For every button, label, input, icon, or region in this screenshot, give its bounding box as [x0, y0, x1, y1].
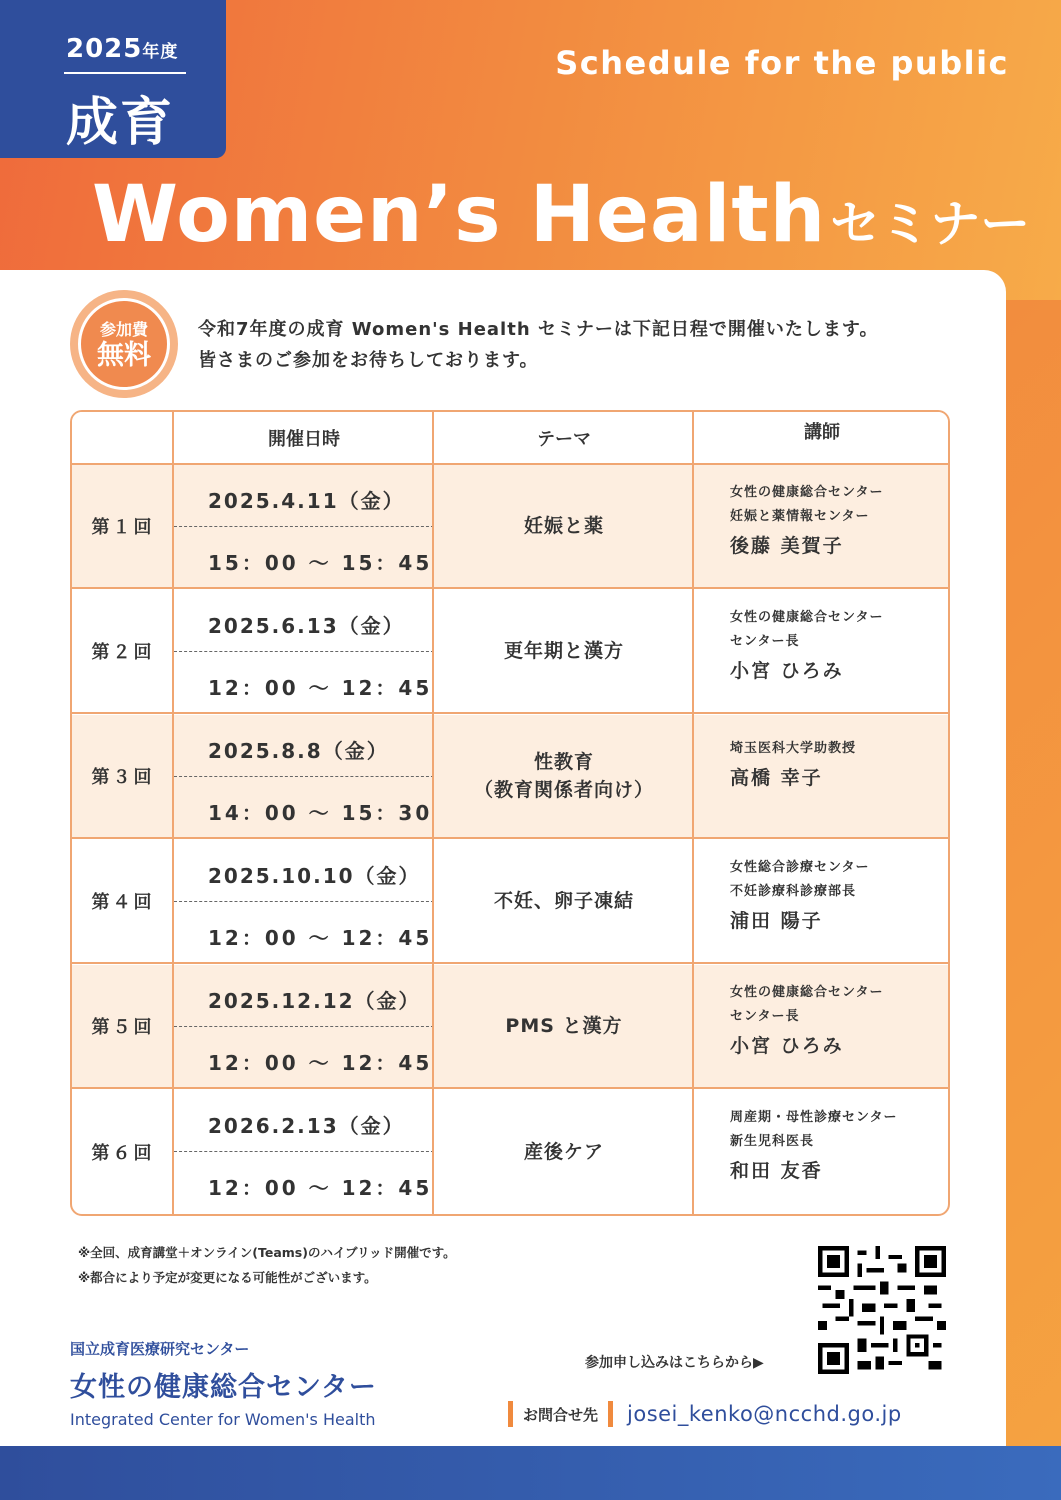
session-theme: 性教育 （教育関係者向け） [473, 751, 654, 801]
lecturer-org: 周産期・母性診療センター [730, 1110, 898, 1125]
session-number: 第３回 [91, 767, 155, 788]
table-header [72, 412, 948, 465]
lecturer-role: センター長 [730, 1009, 800, 1024]
footer-bar [0, 1446, 1061, 1500]
lecturer-cell [730, 481, 940, 558]
session-date: 2025.12.12（金） [208, 989, 421, 1013]
center-name-en: Integrated Center for Women's Health [70, 1410, 376, 1429]
session-number: 第４回 [91, 892, 155, 913]
center-name: 女性の健康総合センター [70, 1372, 377, 1403]
date-cell [174, 1090, 434, 1214]
session-theme: 産後ケア [523, 1141, 604, 1163]
parent-org: 国立成育医療研究センター [70, 1340, 250, 1358]
session-theme: 不妊、卵子凍結 [493, 890, 634, 912]
header-date: 開催日時 [268, 428, 340, 450]
session-time: 15：00 ～ 15：45 [208, 551, 433, 575]
lecturer-role: 不妊診療科診療部長 [730, 884, 857, 899]
lecturer-role: 新生児科医長 [730, 1134, 815, 1149]
session-number: 第１回 [91, 517, 155, 538]
session-number: 第６回 [91, 1143, 155, 1164]
free-badge: 参加費 無料 [70, 290, 178, 398]
schedule-label: Schedule for the public [555, 44, 1009, 82]
year-badge [0, 0, 226, 158]
header-theme: テーマ [537, 428, 591, 450]
year-label: 2025年度 [66, 34, 179, 64]
lecturer-name: 和田 友香 [730, 1160, 823, 1182]
lecturer-cell [730, 856, 940, 933]
lecturer-cell [730, 737, 940, 790]
session-time: 12：00 ～ 12：45 [208, 1176, 433, 1200]
session-time: 12：00 ～ 12：45 [208, 676, 433, 700]
lecturer-name: 後藤 美賀子 [730, 535, 844, 557]
date-cell [174, 465, 434, 587]
session-date: 2025.10.10（金） [208, 864, 421, 888]
session-date: 2025.8.8（金） [208, 739, 389, 763]
lecturer-role: センター長 [730, 634, 800, 649]
lecturer-name: 高橋 幸子 [730, 767, 823, 789]
session-time: 12：00 ～ 12：45 [208, 1051, 433, 1075]
contact-row [508, 1400, 902, 1428]
session-theme: 更年期と漢方 [503, 640, 624, 662]
date-cell [174, 590, 434, 712]
lecturer-org: 埼玉医科大学助教授 [730, 741, 857, 756]
intro-text: 令和7年度の成育 Women's Health セミナーは下記日程で開催いたします。 皆さまのご参加をお待ちしております。 [198, 319, 879, 371]
session-time: 12：00 ～ 12：45 [208, 926, 433, 950]
notes: ※全回、成育講堂＋オンライン(Teams)のハイブリッド開催です。 ※都合により予定が変更になる可能性がございます。 [78, 1245, 456, 1285]
brand-label: 成育 [66, 93, 175, 153]
contact-label: お問合せ先 [523, 1405, 599, 1424]
table-row [72, 965, 948, 1089]
lecturer-org: 女性総合診療センター [730, 860, 870, 875]
page-title [92, 170, 1030, 260]
date-cell [174, 965, 434, 1087]
table-row [72, 840, 948, 964]
session-number: 第５回 [91, 1017, 155, 1038]
lecturer-cell [730, 981, 940, 1058]
session-number: 第２回 [91, 642, 155, 663]
lecturer-role: 妊娠と薬情報センター [730, 509, 870, 524]
lecturer-name: 小宮 ひろみ [730, 660, 844, 682]
session-date: 2025.6.13（金） [208, 614, 405, 638]
date-cell [174, 840, 434, 962]
year-divider [64, 72, 186, 74]
table-row [72, 590, 948, 714]
qr-code-icon[interactable] [818, 1246, 946, 1374]
table-row [72, 465, 948, 589]
session-theme: PMS と漢方 [505, 1015, 623, 1037]
lecturer-org: 女性の健康総合センター [730, 485, 884, 500]
header-lecturer: 講師 [804, 422, 840, 443]
session-time: 14：00 ～ 15：30 [208, 801, 433, 825]
lecturer-org: 女性の健康総合センター [730, 985, 884, 1000]
date-cell [174, 715, 434, 837]
table-row [72, 1090, 948, 1214]
session-date: 2025.4.11（金） [208, 489, 405, 513]
lecturer-cell [730, 1106, 940, 1183]
schedule-table [70, 410, 950, 1216]
apply-link[interactable]: 参加申し込みはこちらから▶ [585, 1355, 764, 1371]
lecturer-name: 浦田 陽子 [730, 910, 823, 932]
title-en: Women’s Health [92, 170, 827, 260]
lecturer-org: 女性の健康総合センター [730, 610, 884, 625]
lecturer-name: 小宮 ひろみ [730, 1035, 844, 1057]
title-jp: セミナー [830, 195, 1031, 253]
session-date: 2026.2.13（金） [208, 1114, 405, 1138]
lecturer-cell [730, 606, 940, 683]
table-row [72, 715, 948, 839]
session-theme: 妊娠と薬 [523, 515, 604, 537]
organization-block [70, 1338, 377, 1429]
contact-email[interactable]: josei_kenko@ncchd.go.jp [627, 1402, 902, 1426]
